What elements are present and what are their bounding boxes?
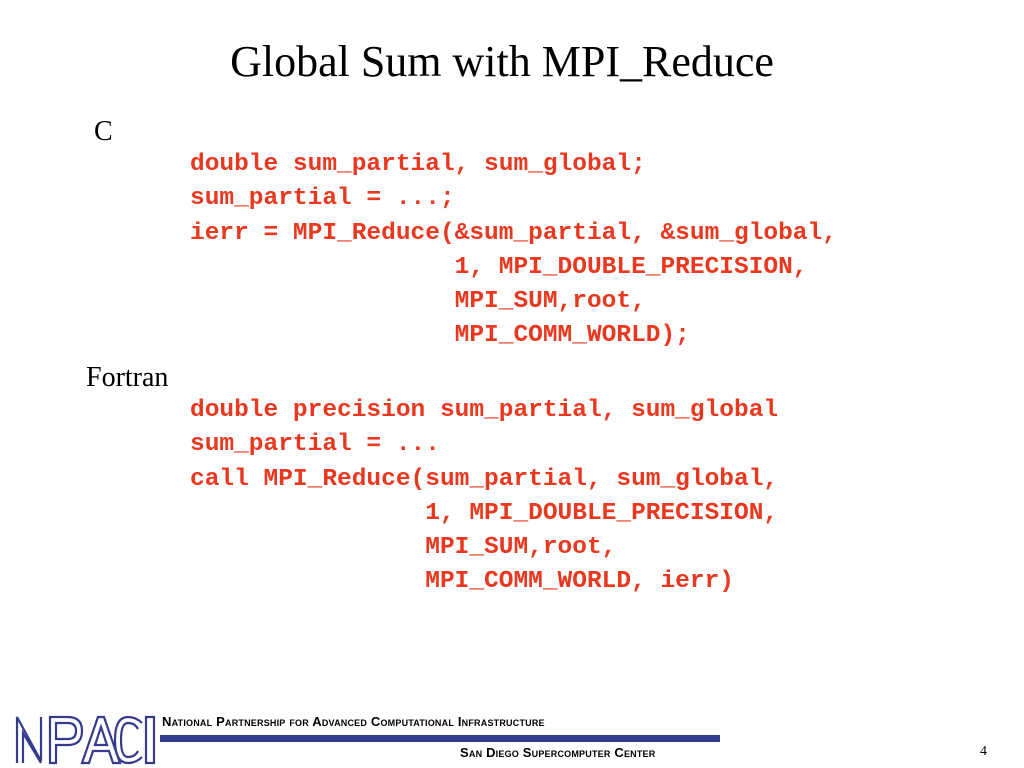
footer-center-name: San Diego Supercomputer Center bbox=[460, 745, 656, 760]
c-code-line-3: ierr = MPI_Reduce(&sum_partial, &sum_global, bbox=[190, 219, 837, 247]
fortran-code-line-6: MPI_COMM_WORLD, ierr) bbox=[190, 568, 734, 596]
fortran-code-line-3: call MPI_Reduce(sum_partial, sum_global, bbox=[190, 465, 779, 493]
fortran-code-line-5: MPI_SUM,root, bbox=[190, 534, 617, 561]
fortran-code-line-4: 1, MPI_DOUBLE_PRECISION, bbox=[190, 499, 779, 527]
c-section-label: C bbox=[94, 116, 113, 147]
c-code-line-6: MPI_COMM_WORLD); bbox=[190, 322, 690, 350]
fortran-section-label: Fortran bbox=[86, 362, 169, 393]
fortran-code-line-2: sum_partial = ... bbox=[190, 431, 440, 459]
slide-title: Global Sum with MPI_Reduce bbox=[230, 37, 774, 86]
c-code-line-1: double sum_partial, sum_global; bbox=[190, 151, 646, 178]
c-code-block bbox=[190, 148, 837, 354]
fortran-code-block bbox=[190, 394, 778, 600]
npaci-logo bbox=[14, 713, 158, 765]
c-code-line-4: 1, MPI_DOUBLE_PRECISION, bbox=[190, 253, 808, 281]
c-code-line-2: sum_partial = ...; bbox=[190, 185, 455, 213]
footer-organization: National Partnership for Advanced Computational Infrastructure bbox=[162, 714, 545, 729]
c-code-line-5: MPI_SUM,root, bbox=[190, 288, 646, 315]
footer-divider-bar bbox=[160, 735, 720, 742]
page-number: 4 bbox=[980, 744, 987, 759]
fortran-code-line-1: double precision sum_partial, sum_global bbox=[190, 397, 779, 424]
